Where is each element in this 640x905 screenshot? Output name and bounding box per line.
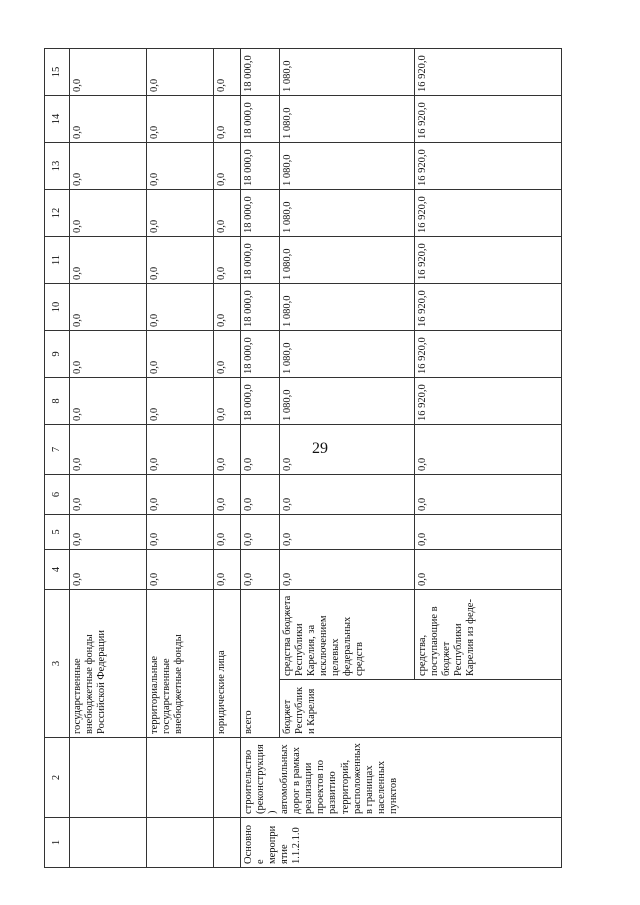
table-cell: 0,0 — [214, 96, 241, 143]
table-cell: 18 000,0 — [241, 331, 280, 378]
table-cell: 0,0 — [214, 143, 241, 190]
activity-description-cell: строительство (реконструкция) автомобильных дорог в рамках реализации проектов по развитию территорий, расположенных в границах населенных пунктов — [241, 738, 562, 818]
table-cell: 1 080,0 — [280, 284, 415, 331]
row-label: средства бюджета Республики Карелия, за исключением целевых федеральных средств — [280, 590, 415, 680]
page-number: 29 — [312, 440, 328, 457]
table-cell: 0,0 — [214, 237, 241, 284]
table-cell — [214, 818, 241, 868]
table-cell: 0,0 — [415, 425, 562, 475]
header-cell: 4 — [45, 550, 70, 590]
header-cell: 15 — [45, 49, 70, 96]
header-cell: 12 — [45, 190, 70, 237]
header-cell: 10 — [45, 284, 70, 331]
table-cell: 0,0 — [70, 331, 147, 378]
table-cell: 0,0 — [70, 237, 147, 284]
table-cell: 0,0 — [70, 515, 147, 550]
table-cell: 0,0 — [214, 331, 241, 378]
table-cell: 0,0 — [147, 475, 214, 515]
budget-group-label: бюджет Республики Карелия — [280, 680, 562, 738]
header-cell: 13 — [45, 143, 70, 190]
table-cell: 0,0 — [147, 96, 214, 143]
table-cell: 0,0 — [70, 425, 147, 475]
table-cell: 0,0 — [214, 475, 241, 515]
row-label: юридические лица — [214, 590, 241, 738]
table-cell: 0,0 — [415, 475, 562, 515]
table-cell: 1 080,0 — [280, 331, 415, 378]
table-cell: 0,0 — [280, 515, 415, 550]
table-cell: 1 080,0 — [280, 190, 415, 237]
table-cell: 0,0 — [280, 475, 415, 515]
table-cell: 18 000,0 — [241, 190, 280, 237]
activity-code-cell: Основное мероприятие 1.1.2.1.0 — [241, 818, 562, 868]
header-cell: 6 — [45, 475, 70, 515]
table-cell: 0,0 — [147, 284, 214, 331]
table-cell: 0,0 — [70, 284, 147, 331]
header-cell: 14 — [45, 96, 70, 143]
table-cell: 1 080,0 — [280, 96, 415, 143]
table-cell: 0,0 — [415, 515, 562, 550]
row-label: средства, поступающие в бюджет Республики Карелия из феде- — [415, 590, 562, 680]
table-cell: 0,0 — [147, 550, 214, 590]
header-cell: 5 — [45, 515, 70, 550]
row-label: всего — [241, 590, 280, 738]
table-cell: 0,0 — [147, 49, 214, 96]
table-cell: 1 080,0 — [280, 378, 415, 425]
table-cell — [214, 738, 241, 818]
table-row-jl — [214, 49, 241, 868]
table-row-tgvf — [147, 49, 214, 868]
table-cell: 18 000,0 — [241, 237, 280, 284]
table-cell: 0,0 — [70, 143, 147, 190]
table-cell: 0,0 — [70, 378, 147, 425]
table-cell: 18 000,0 — [241, 143, 280, 190]
table-row-vsego — [241, 49, 280, 868]
table-cell: 0,0 — [241, 550, 280, 590]
table-cell: 16 920,0 — [415, 378, 562, 425]
header-cell: 2 — [45, 738, 70, 818]
rotated-table-wrapper — [44, 48, 612, 868]
table-cell — [70, 818, 147, 868]
table-cell: 0,0 — [241, 475, 280, 515]
table-cell: 16 920,0 — [415, 331, 562, 378]
table-cell: 1 080,0 — [280, 143, 415, 190]
table-cell: 0,0 — [147, 331, 214, 378]
table-cell: 0,0 — [147, 515, 214, 550]
table-cell: 18 000,0 — [241, 49, 280, 96]
header-cell: 7 — [45, 425, 70, 475]
header-cell: 9 — [45, 331, 70, 378]
table-row-gvf — [70, 49, 147, 868]
table-cell: 0,0 — [70, 49, 147, 96]
header-cell: 3 — [45, 590, 70, 738]
row-label: государственные внебюджетные фонды Российской Федерации — [70, 590, 147, 738]
table-cell: 16 920,0 — [415, 284, 562, 331]
table-cell — [147, 738, 214, 818]
table-cell: 0,0 — [147, 143, 214, 190]
table-cell: 0,0 — [70, 550, 147, 590]
table-cell — [70, 738, 147, 818]
table-cell: 0,0 — [147, 425, 214, 475]
table-cell: 1 080,0 — [280, 49, 415, 96]
table-cell: 1 080,0 — [280, 237, 415, 284]
table-cell: 18 000,0 — [241, 284, 280, 331]
table-cell — [147, 818, 214, 868]
table-cell: 0,0 — [214, 378, 241, 425]
table-cell: 0,0 — [280, 550, 415, 590]
table-cell: 0,0 — [147, 378, 214, 425]
table-cell: 0,0 — [214, 425, 241, 475]
budget-table — [44, 48, 562, 868]
table-cell: 16 920,0 — [415, 96, 562, 143]
table-cell: 0,0 — [147, 237, 214, 284]
table-cell: 16 920,0 — [415, 49, 562, 96]
table-cell: 0,0 — [214, 515, 241, 550]
table-cell: 0,0 — [70, 190, 147, 237]
table-cell: 0,0 — [70, 96, 147, 143]
row-label: территориальные государственные внебюджетные фонды — [147, 590, 214, 738]
table-cell: 16 920,0 — [415, 237, 562, 284]
table-cell: 0,0 — [214, 49, 241, 96]
table-cell: 0,0 — [214, 550, 241, 590]
table-cell: 0,0 — [280, 425, 415, 475]
header-cell: 8 — [45, 378, 70, 425]
table-cell: 0,0 — [241, 425, 280, 475]
table-cell: 18 000,0 — [241, 378, 280, 425]
table-cell: 0,0 — [415, 550, 562, 590]
header-cell: 11 — [45, 237, 70, 284]
table-cell: 0,0 — [214, 284, 241, 331]
table-cell: 16 920,0 — [415, 143, 562, 190]
table-cell: 0,0 — [147, 190, 214, 237]
table-cell: 18 000,0 — [241, 96, 280, 143]
table-cell: 16 920,0 — [415, 190, 562, 237]
table-cell: 0,0 — [214, 190, 241, 237]
header-cell: 1 — [45, 818, 70, 868]
table-cell: 0,0 — [241, 515, 280, 550]
table-cell: 0,0 — [70, 475, 147, 515]
header-row — [45, 49, 70, 868]
